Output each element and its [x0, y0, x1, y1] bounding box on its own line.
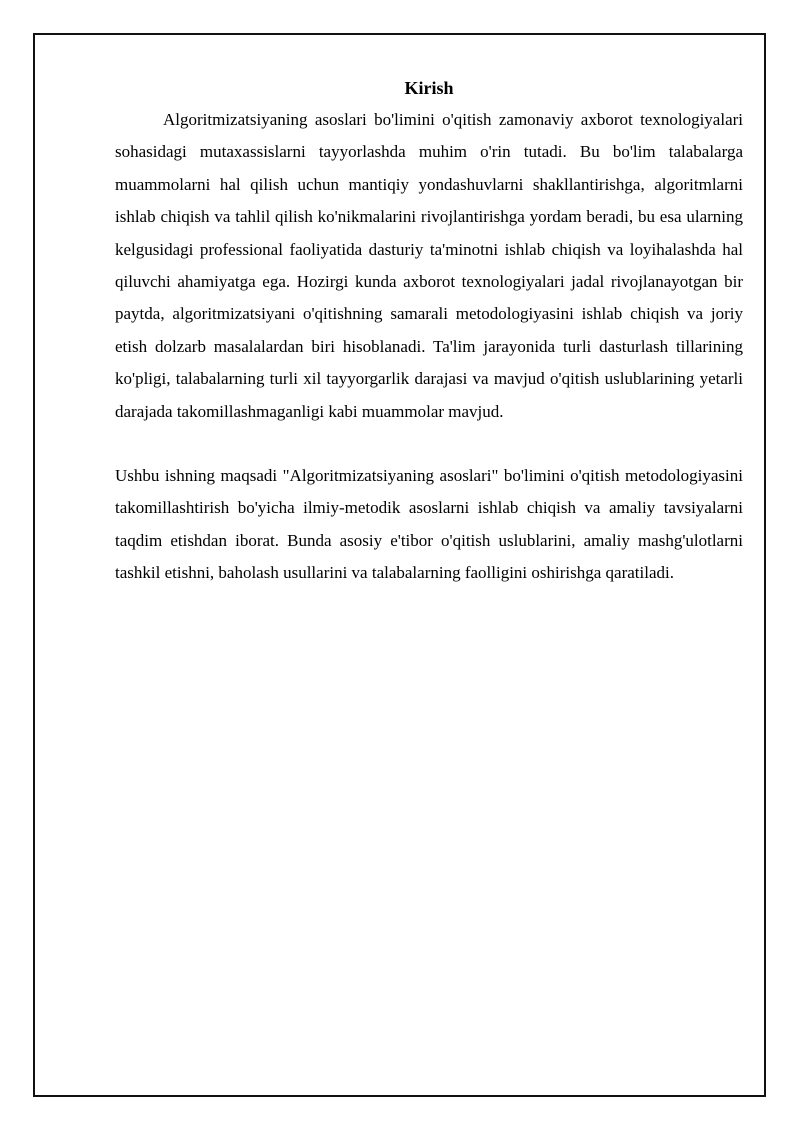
paragraph-intro: Algoritmizatsiyaning asoslari bo'limini o'qitish zamonaviy axborot texnologiyalari sohasidagi mutaxassislarni tayyorlashda muhim o'rin tutadi. Bu bo'lim talabalarga muammolarni hal qilish uchun mantiqiy yondashuvlarni shakllantirishga, algoritmlarni ishlab chiqish va tahlil qilish ko'nikmalarini rivojlantirishga yordam beradi, bu esa ularning kelgusidagi professional faoliyatida dasturiy ta'minotni ishlab chiqish va loyihalashda hal qiluvchi ahamiyatga ega. Hozirgi kunda axborot texnologiyalari jadal rivojlanayotgan bir paytda, algoritmizatsiyani o'qitishning samarali metodologiyasini ishlab chiqish va joriy etish dolzarb masalalardan biri hisoblanadi. Ta'lim jarayonida turli dasturlash tillarining ko'pligi, talabalarning turli xil tayyorgarlik darajasi va mavjud o'qitish uslublarining yetarli darajada takomillashmaganligi kabi muammolar mavjud.	[115, 110, 743, 421]
document-body	[115, 72, 743, 590]
page-title: Kirish	[404, 78, 454, 98]
paragraph-aim: Ushbu ishning maqsadi "Algoritmizatsiyaning asoslari" bo'limini o'qitish metodologiyasini takomillashtirish bo'yicha ilmiy-metodik asoslarni ishlab chiqish va amaliy tavsiyalarni taqdim etishdan iborat. Bunda asosiy e'tibor o'qitish uslublarini, amaliy mashg'ulotlarni tashkil etishni, baholash usullarini va talabalarning faolligini oshirishga qaratiladi.	[115, 466, 743, 583]
paragraph-spacer	[115, 428, 743, 460]
